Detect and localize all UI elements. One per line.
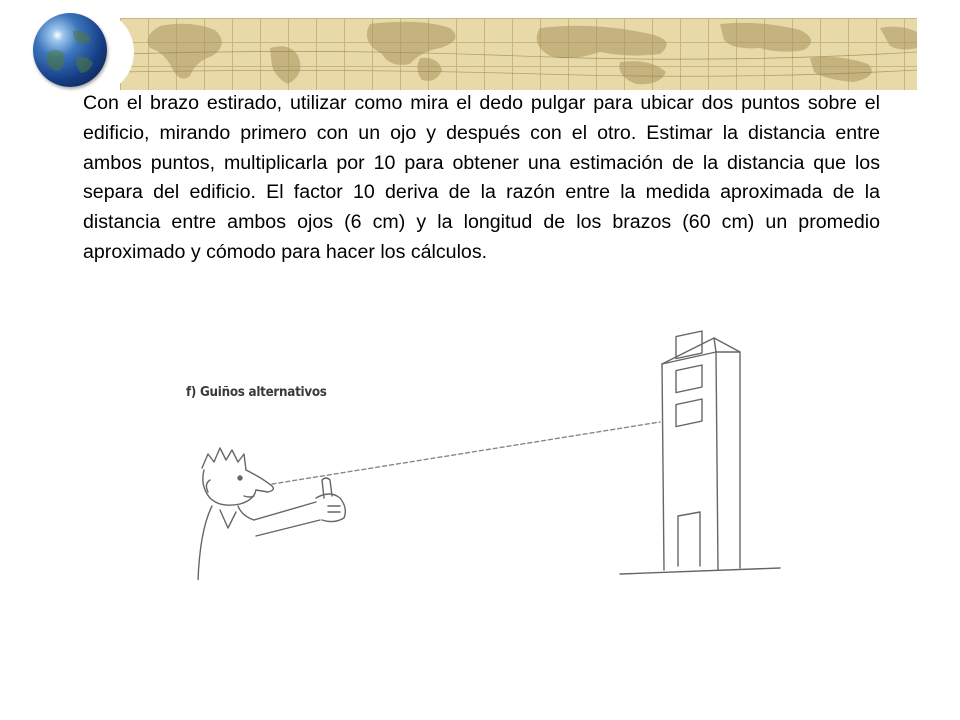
instruction-paragraph: Con el brazo estirado, utilizar como mira el dedo pulgar para ubicar dos puntos sobre el edificio, mirando primero con un ojo y después con el otro. Estimar la distancia entre ambos puntos, multiplicarla por 10 para obtener una estimación de la distancia que los separa del edificio. El factor 10 deriva de la razón entre la medida aproximada de la distancia entre ambos ojos (6 cm) y la longitud de los brazos (60 cm) un promedio aproximado y cómodo para hacer los cálculos. (83, 92, 880, 263)
map-banner (120, 18, 917, 90)
globe-icon (33, 13, 107, 87)
building-drawing (620, 330, 780, 574)
figure-illustration (180, 330, 800, 580)
figure-caption: f) Guiños alternativos (186, 385, 327, 400)
child-figure (198, 448, 345, 580)
sight-line (272, 422, 660, 484)
world-map-image (120, 18, 917, 90)
